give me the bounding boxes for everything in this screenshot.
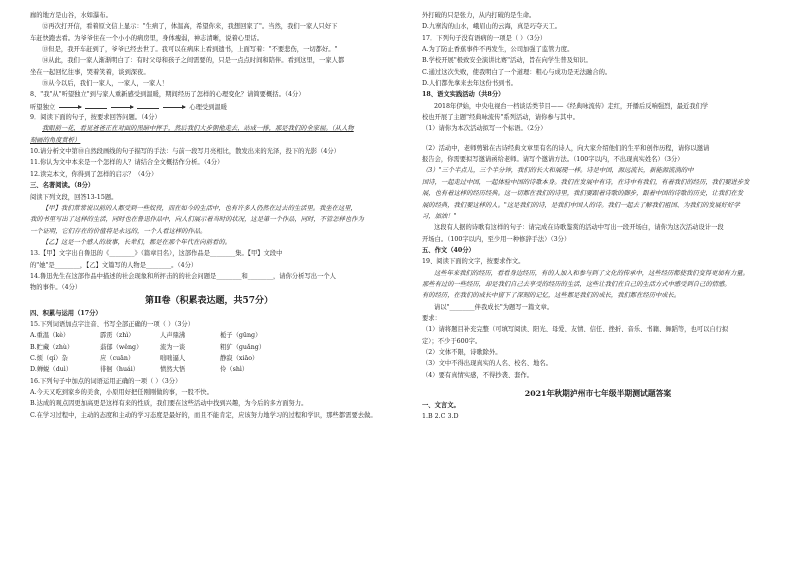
text-line: 廊的地方是山谷，水如瀑布。 — [30, 12, 112, 19]
question-11: 11.你认为文中本来是一个怎样的人？请结合全文概括作分析。（4分） — [30, 159, 224, 167]
passage-line: 【甲】我们常常说以前的人都受到一些奴役，而在如今的生活中，也有许多人仍然在过去的生活里。我坐在这里， — [42, 204, 357, 212]
section-title: 18、语文实践活动（共8分） — [422, 91, 505, 99]
requirement: 定）；不少于600字。 — [422, 337, 482, 345]
answer-blank[interactable] — [137, 101, 159, 109]
text-line: 校也开展了主题"经典咏流传"系列活动，请你参与其中。 — [422, 114, 579, 122]
passage-line: 展，也有着这样的经历经典。这一切都在我们的诗里，我们要跟着诗歌的脚步，跟着中国的诗歌的历史，让我们在发 — [422, 190, 744, 198]
question-12: 12.读完本文，你得到了怎样的启示？（4分） — [30, 170, 158, 178]
requirement: （2）文体不限，诗歌除外。 — [422, 348, 502, 356]
passage-line: 那些有过的一些经历，却是我们自己去享受的经历的生活，这些让我们在自己的生活方式中感受到自己的情感。 — [422, 280, 731, 288]
question-18-1: （1）请你为本次活动拟写一个标语。（2分） — [422, 125, 547, 133]
passage-line: 国诗，一起走过中国，一起体验中国的诗歌本身。我们在发展中有诗，在诗中有我们，有着我们的经历，我们要进步发 — [422, 178, 750, 186]
text-line: ⑫再次打开信，看着原文信上显示："生病了，体温高，希望你来，我想回家了"。当然，我们一家人只好下 — [42, 23, 338, 31]
option-line: A.今天又吃到家乡的美食，小原用好把任刚刚做的事，一股不快。 — [30, 389, 213, 396]
text-line: 车赶快跑去看。为爷爷住在一个小小的病房里，身体瘦弱，神志清晰，说着心里话。 — [30, 34, 263, 42]
text-line: ⑮从今以后，我们一家人，一家人，一家人！ — [42, 80, 168, 88]
question-19: 19、阅读下面的文字，按要求作文。 — [422, 258, 525, 266]
requirement: （1）请将题目补充完整（可填写阅读、阳光、母爱、友情、信任、挫折、音乐、书籍、舞蹈等，也可以自行拟 — [422, 326, 729, 334]
text-line: 开场白。（100字以内，至少用一种修辞手法）（3分） — [422, 235, 571, 243]
section-title: 一、文言文。 — [422, 402, 460, 409]
question-8: 8、"我"从"听望独立"到与家人重新感受到温暖，期间经历了怎样的心理变化？请简要概括。（4分） — [30, 91, 305, 99]
essay-prompt: 请以"________伴我成长"为题写一篇文章。 — [434, 303, 554, 311]
requirement: （3）文中不得出现真实的人名、校名、地名。 — [422, 360, 552, 368]
section-title: 五、作文（40分） — [422, 246, 475, 254]
passage-line: 习，加油！" — [422, 212, 457, 220]
option-row: C.烦（qí）杂 应（cuān） 咄咄逼人 静寂（xiāo） — [30, 354, 259, 362]
left-column — [30, 10, 388, 421]
right-column — [422, 10, 774, 423]
passage-line: 我的书里写出了这样的生活，同时也在鲁迅作品中，向人们展示着当时的状况，这是第一个作品，同时，不管怎样也作为 — [30, 216, 364, 224]
question-10: 10.请分析文中第⑩自然段画线的句子描写的手法：与前一段写月亮相比，散发出来的光泽，投下的光影（4分） — [30, 148, 340, 156]
quote-line: 我眼前一花，看见爸爸正在对面的黑暗中挥手，然后我们大步朝他走去，站成一排，那是我们的全家福。（从人物 — [42, 125, 354, 133]
passage-line: 展的经典，我们要这样的人。"这是我们的诗，是我们中国人的诗。我们一起去了解我们祖国、为我们的发展好好学 — [422, 201, 740, 209]
part-title: 第Ⅱ卷（积累表达题，共57分） — [144, 295, 274, 306]
text-line: 2018年伊始，中央电视台一档谈话类节目——《经典咏流传》走红，开播后反响强烈，最近我们学 — [434, 102, 709, 110]
requirement: （4）要有真情实感，不得抄袭、套作。 — [422, 371, 534, 379]
text-line: 外打破的只是张力，从内打破的是生命。 — [422, 12, 536, 19]
answer-blank[interactable] — [85, 101, 107, 109]
quote-line: 刻画的角度赏析） — [30, 136, 81, 144]
q8-chain — [30, 101, 388, 112]
passage-line: 一个证明，它们存在的价值将是永远的，一个人看这样的作品。 — [30, 227, 207, 235]
passage-line: 有的经历，在我们的成长中留下了深刻的记忆，这些都是我们的成长，我们都在经历中成长。 — [422, 292, 681, 300]
section-title: 四、积累与运用（17分） — [30, 309, 102, 317]
answer-line: 1.B 2.C 3.D — [422, 413, 459, 421]
arrow-icon — [111, 107, 133, 108]
question-13b: 的"她"是________，【乙】文篇写的人物是________。（4分） — [30, 261, 198, 269]
question-16: 16.下列句子中加点的词语运用正确的一项（ ）（3分） — [30, 377, 182, 385]
answer-title: 2021年秋期泸州市七年级半期测试题答案 — [524, 389, 672, 398]
text-line: ⑬但是，我开车赶到了，爷爷已经去世了。我可以在病床上看到遗书，上面写着："不要悲伤，一切都好。" — [42, 46, 338, 54]
text-line: 这段有人据的诗歌有这样的句子：请完成在诗歌鉴赏的活动中写出一段开场白，请你为这次活动设计一段 — [434, 224, 724, 232]
section-title: 三、名著阅读。（8分） — [30, 182, 95, 190]
option-line: A.为了防止香蕉事件不再发生，公司加强了监管力度。 — [422, 46, 574, 54]
option-row: A.重温（kè） 霹雳（zhì） 人声鼎沸 栀子（gūnɡ） — [30, 332, 262, 340]
question-9: 9．阅读下面的句子，按要求回答问题。（4分） — [30, 114, 161, 122]
option-line: C.在学习过程中，主动的态度和主动的学习态度是最好的，而且不能肯定，应该努力地学习的过程和学识，那些都需要去做。 — [30, 411, 377, 419]
question-14b: 物的事件。（4分） — [30, 284, 82, 292]
question-18-2b: 报告会，你需要拟写邀请函给老师。请写个邀请方法。（100字以内，不出现真实姓名）（3分） — [422, 156, 684, 164]
option-row: D.蝉蜕（duì） 徘徊（huái） 愤然大悟 伶（shì） — [30, 366, 249, 374]
passage-line: 这些年来我们的经历，看看身边经历，有的人加入和参与到了文化的传承中，这些经历都使我们变得更加有力量。 — [434, 269, 749, 277]
option-row: B.贮藏（zhù） 蓊郁（wěng） 流为一谈 粗犷（ɡuǎng） — [30, 343, 266, 351]
q8-chain-start: 听望独立 — [30, 103, 56, 111]
passage-line: （3）"三个半点儿，三个半分钟，我们的长大和展现一样。诗是中国，源远流长，新能源流淌的中 — [422, 167, 694, 175]
option-line: B.达成的观点因更加高更是这样有来的性质，我们要在这些活动中找到兴趣，为今后的多方面努力。 — [30, 400, 308, 408]
passage-line: 【乙】这是一个感人的故事，长辈们，都是在那个年代在向前看的。 — [42, 238, 231, 246]
q8-chain-end: 心理受到温暖 — [189, 103, 228, 111]
question-18-2: （2）活动中，老师剪辑在古诗经典文章里有名的诗人，向大家介绍他们的生平和创作历程，请你以邀请 — [422, 144, 710, 152]
question-17: 17．下列句子没有语病的一项是（ ）（3分） — [422, 34, 547, 42]
text-line: ⑭从此，我们一家人渐渐明白了：有时父母和孩子之间需要的，只是一点点时间和陪伴。看到这里，一家人都 — [42, 57, 345, 65]
option-line: C.通过这次失败，使我明白了一个道理：粗心与成功是无法融合的。 — [422, 68, 612, 76]
arrow-icon — [163, 107, 185, 108]
text-line: D.九寨沟的山水，峨眉山的云海，真是巧夺天工。 — [422, 23, 562, 31]
req-title: 要求： — [422, 314, 441, 322]
answer-space[interactable] — [422, 135, 774, 143]
question-13: 13.【甲】文字出自鲁迅的《________》（篇章目名），这部作品是________集。【甲】文段中 — [30, 250, 283, 258]
option-line: B.学校开展"极致安全演讲比赛"活动，旨在向学生普及知识。 — [422, 57, 592, 65]
question-14: 14.鲁迅先生在这部作品中描述的社会现象和所抨击的的社会问题是________和________，请你分析写出一个人 — [30, 272, 336, 280]
option-line: D.人们都先拿来去年这份书到书。 — [422, 80, 517, 88]
section-intro: 阅读下列文段，回答13-15题。 — [30, 193, 118, 201]
arrow-icon — [59, 107, 81, 108]
text-line: 坐在一起回忆往事，哭着笑着，谈到深夜。 — [30, 68, 150, 76]
question-15: 15.下列词语加点字注音、书写全部正确的一项（ ）（3分） — [30, 320, 194, 328]
